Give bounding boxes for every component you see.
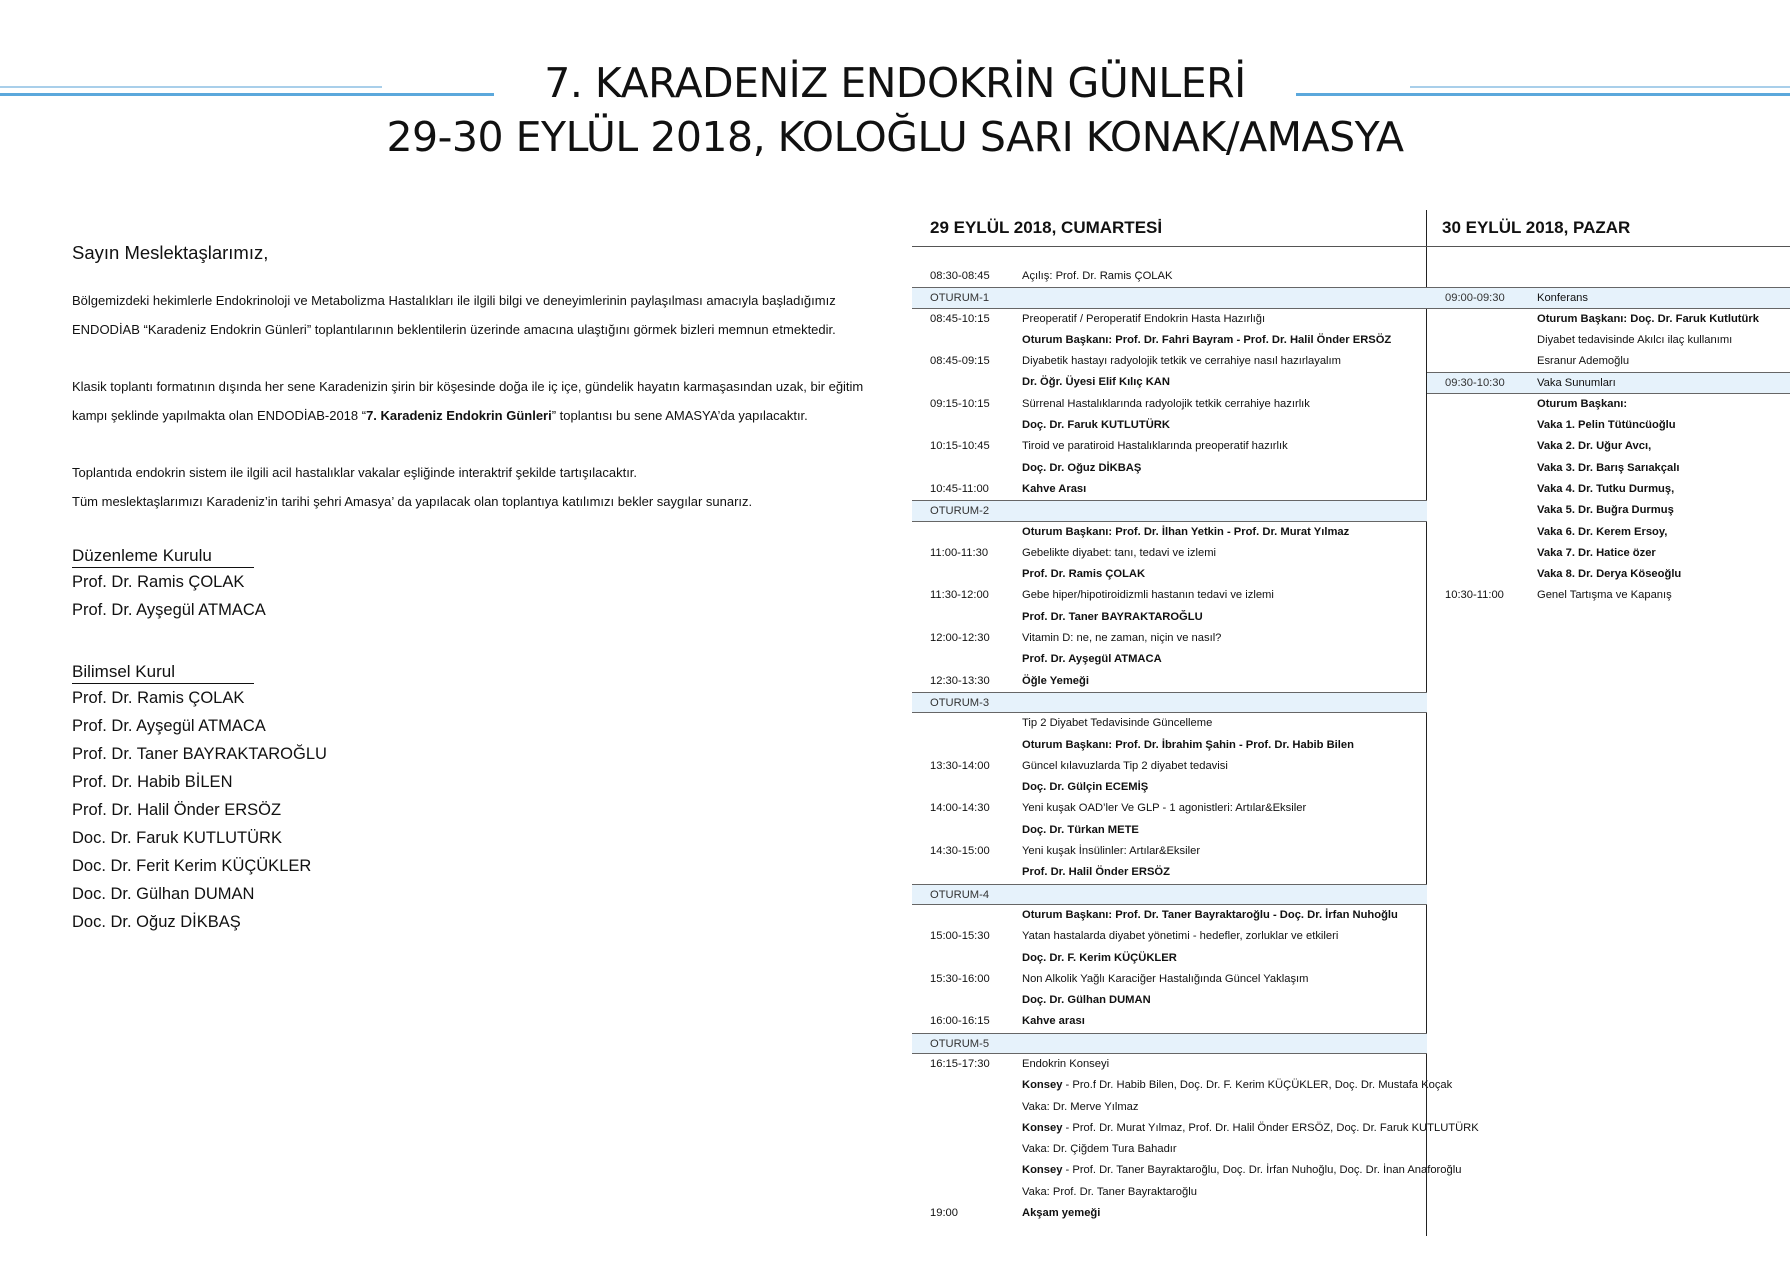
sunday-schedule-row [1427, 351, 1790, 372]
sunday-schedule-row [1427, 479, 1790, 500]
content-cell: Vitamin D: ne, ne zaman, niçin ve nasıl? [1022, 632, 1222, 645]
content-cell: Doç. Dr. Gülçin ECEMİŞ [1022, 781, 1149, 794]
saturday-session-row [912, 287, 1427, 308]
header-rule [912, 246, 1790, 247]
time-cell: 15:30-16:00 [930, 972, 990, 985]
saturday-schedule-row [912, 309, 1427, 330]
intro-paragraph-2 [72, 372, 864, 430]
saturday-schedule-row [912, 798, 1427, 819]
time-cell: 10:30-11:00 [1445, 589, 1504, 602]
saturday-schedule-row [912, 372, 1427, 393]
intro-p1-line1: Bölgemizdeki hekimlerle Endokrinoloji ve Metabolizma Hastalıkları ile ilgili bilgi ve deneyimlerinin paylaşılması amacıyla başladığımız [72, 293, 836, 308]
content-cell: Vaka: Dr. Çiğdem Tura Bahadır [1022, 1143, 1177, 1156]
saturday-schedule-row [912, 585, 1427, 606]
saturday-heading: 29 EYLÜL 2018, CUMARTESİ [930, 218, 1163, 237]
content-cell: Konsey - Prof. Dr. Murat Yılmaz, Prof. Dr. Halil Önder ERSÖZ, Doç. Dr. Faruk KUTLUTÜRK [1022, 1121, 1479, 1134]
content-cell: Konsey - Prof. Dr. Taner Bayraktaroğlu, Doç. Dr. İrfan Nuhoğlu, Doç. Dr. İnan Anaforoğlu [1022, 1164, 1462, 1177]
sunday-schedule-row [1427, 564, 1790, 585]
content-cell: Vaka: Dr. Merve Yılmaz [1022, 1100, 1139, 1113]
content-cell: Prof. Dr. Taner BAYRAKTAROĞLU [1022, 610, 1203, 623]
time-cell: 10:15-10:45 [930, 440, 990, 453]
sunday-schedule-row [1427, 522, 1790, 543]
content-cell: Vaka 5. Dr. Buğra Durmuş [1537, 504, 1674, 517]
content-cell: Vaka 8. Dr. Derya Köseoğlu [1537, 568, 1682, 581]
intro-p2-event-name: 7. Karadeniz Endokrin Günleri [366, 408, 552, 423]
sunday-session-row [1427, 287, 1790, 308]
content-cell: Dr. Öğr. Üyesi Elif Kılıç KAN [1022, 376, 1170, 389]
content-cell: Oturum Başkanı: Prof. Dr. İlhan Yetkin - Prof. Dr. Murat Yılmaz [1022, 525, 1350, 538]
intro-p2-line2 [72, 401, 852, 430]
time-cell: 14:00-14:30 [930, 802, 990, 815]
saturday-schedule-row [912, 1203, 1427, 1224]
time-cell: OTURUM-5 [930, 1037, 990, 1050]
scientific-member: Doc. Dr. Gülhan DUMAN [72, 885, 255, 903]
content-cell: Oturum Başkanı: Prof. Dr. İbrahim Şahin - Prof. Dr. Habib Bilen [1022, 738, 1354, 751]
content-cell: Doç. Dr. Türkan METE [1022, 823, 1139, 836]
saturday-schedule-row [912, 1118, 1479, 1139]
saturday-schedule-row [912, 926, 1427, 947]
content-cell: Doç. Dr. F. Kerim KÜÇÜKLER [1022, 951, 1177, 964]
saturday-schedule-row [912, 543, 1427, 564]
scientific-committee-list [72, 684, 852, 936]
saturday-schedule-row [912, 415, 1427, 436]
content-cell: Oturum Başkanı: Prof. Dr. Taner Bayraktaroğlu - Doç. Dr. İrfan Nuhoğlu [1022, 908, 1398, 921]
time-cell: 08:30-08:45 [930, 270, 990, 282]
content-cell: Oturum Başkanı: Prof. Dr. Fahri Bayram - Prof. Dr. Halil Önder ERSÖZ [1022, 333, 1392, 346]
time-cell: OTURUM-2 [930, 505, 990, 518]
content-cell: Preoperatif / Peroperatif Endokrin Hasta Hazırlığı [1022, 312, 1266, 325]
content-cell: Vaka 6. Dr. Kerem Ersoy, [1537, 525, 1668, 538]
content-cell: Endokrin Konseyi [1022, 1057, 1110, 1070]
time-cell: 09:00-09:30 [1445, 292, 1505, 305]
scientific-committee-title: Bilimsel Kurul [72, 662, 254, 684]
time-cell: 10:45-11:00 [930, 482, 989, 495]
content-cell: Sürrenal Hastalıklarında radyolojik tetkik cerrahiye hazırlık [1022, 397, 1310, 410]
sunday-schedule-row [1427, 436, 1790, 457]
content-cell: Konferans [1537, 292, 1588, 305]
content-cell: Diyabet tedavisinde Akılcı ilaç kullanımı [1537, 333, 1733, 346]
scientific-member: Prof. Dr. Ayşegül ATMACA [72, 717, 266, 735]
intro-p2-text-c: ” toplantısı bu sene AMASYA’da yapılacaktır. [551, 408, 808, 423]
content-cell: Oturum Başkanı: Doç. Dr. Faruk Kutlutürk [1537, 312, 1759, 325]
content-cell: Non Alkolik Yağlı Karaciğer Hastalığında Güncel Yaklaşım [1022, 972, 1309, 985]
content-cell: Vaka Sunumları [1537, 377, 1616, 390]
saturday-schedule-row [912, 1160, 1462, 1181]
saturday-schedule-row [912, 564, 1427, 585]
page-title [0, 56, 1790, 164]
saturday-schedule-row [912, 522, 1427, 543]
scientific-member: Prof. Dr. Habib BİLEN [72, 773, 233, 791]
saturday-schedule-row [912, 607, 1427, 628]
saturday-schedule-row [912, 1011, 1427, 1032]
saturday-session-row [912, 1033, 1427, 1054]
time-cell: 12:30-13:30 [930, 674, 990, 687]
time-cell: 15:00-15:30 [930, 930, 990, 943]
content-cell: Vaka 2. Dr. Uğur Avcı, [1537, 440, 1652, 453]
sunday-heading: 30 EYLÜL 2018, PAZAR [1442, 218, 1631, 237]
scientific-member: Doc. Dr. Ferit Kerim KÜÇÜKLER [72, 857, 312, 875]
intro-p3-line1: Toplantıda endokrin sistem ile ilgili acil hastalıklar vakalar eşliğinde interaktrif şekilde tartışılacaktır. [72, 465, 638, 480]
content-cell: Vaka 3. Dr. Barış Sarıakçalı [1537, 461, 1680, 474]
scientific-member: Prof. Dr. Taner BAYRAKTAROĞLU [72, 745, 327, 763]
saturday-schedule-row [912, 905, 1427, 926]
saturday-schedule-row [912, 969, 1427, 990]
saturday-schedule-row [912, 458, 1427, 479]
content-cell: Prof. Dr. Halil Önder ERSÖZ [1022, 866, 1170, 879]
time-cell: 09:15-10:15 [930, 397, 990, 410]
time-cell: OTURUM-3 [930, 696, 990, 709]
content-cell: Esranur Ademoğlu [1537, 355, 1630, 368]
content-cell: Tiroid ve paratiroid Hastalıklarında preoperatif hazırlık [1022, 440, 1288, 453]
greeting: Sayın Meslektaşlarımız, [72, 242, 269, 263]
saturday-schedule-row [912, 735, 1427, 756]
time-cell: OTURUM-1 [930, 292, 990, 305]
saturday-schedule-row [912, 841, 1427, 862]
content-cell: Diyabetik hastayı radyolojik tetkik ve cerrahiye nasıl hazırlayalım [1022, 355, 1341, 368]
saturday-schedule-row [912, 1075, 1453, 1096]
time-cell: 12:00-12:30 [930, 632, 990, 645]
scientific-member: Doc. Dr. Oğuz DİKBAŞ [72, 913, 241, 931]
sunday-schedule-row [1427, 543, 1790, 564]
content-cell: Akşam yemeği [1022, 1207, 1101, 1220]
content-cell: Yeni kuşak İnsülinler: Artılar&Eksiler [1022, 845, 1201, 858]
saturday-schedule-row [912, 1097, 1427, 1118]
saturday-schedule-row [912, 990, 1427, 1011]
saturday-schedule-row [912, 479, 1427, 500]
intro-paragraph-1 [72, 286, 852, 344]
saturday-session-row [912, 692, 1427, 713]
saturday-schedule-row [912, 713, 1427, 734]
sunday-schedule-row [1427, 394, 1790, 415]
time-cell: 11:00-11:30 [930, 546, 989, 559]
content-cell: Kahve Arası [1022, 482, 1087, 495]
saturday-schedule-row [912, 1139, 1427, 1160]
intro-p2-text-a: kampı şeklinde yapılmakta olan ENDODİAB-2018 “ [72, 408, 367, 423]
content-cell: Yeni kuşak OAD’ler Ve GLP - 1 agonistleri: Artılar&Eksiler [1022, 802, 1307, 815]
sunday-schedule-row [1427, 266, 1790, 287]
saturday-schedule-row [912, 394, 1427, 415]
scientific-member: Prof. Dr. Ramis ÇOLAK [72, 689, 245, 707]
sunday-schedule-row [1427, 309, 1790, 330]
saturday-schedule-row [912, 756, 1427, 777]
content-cell: Prof. Dr. Ayşegül ATMACA [1022, 653, 1162, 666]
content-cell: Doç. Dr. Faruk KUTLUTÜRK [1022, 419, 1170, 432]
saturday-schedule-row [912, 820, 1427, 841]
sunday-schedule-row [1427, 500, 1790, 521]
content-cell: Güncel kılavuzlarda Tip 2 diyabet tedavisi [1022, 759, 1228, 772]
saturday-schedule-row [912, 649, 1427, 670]
saturday-schedule-row [912, 777, 1427, 798]
content-cell: Vaka: Prof. Dr. Taner Bayraktaroğlu [1022, 1185, 1197, 1198]
sunday-schedule [1427, 266, 1790, 607]
content-cell: Kahve arası [1022, 1015, 1085, 1028]
saturday-schedule-row [912, 948, 1427, 969]
content-cell: Konsey - Pro.f Dr. Habib Bilen, Doç. Dr. F. Kerim KÜÇÜKLER, Doç. Dr. Mustafa Koçak [1022, 1079, 1453, 1092]
content-cell: Yatan hastalarda diyabet yönetimi - hedefler, zorluklar ve etkileri [1022, 930, 1339, 943]
time-cell: 09:30-10:30 [1445, 377, 1505, 390]
sunday-schedule-row [1427, 585, 1790, 606]
sunday-schedule-row [1427, 330, 1790, 351]
time-cell: 08:45-09:15 [930, 355, 990, 368]
saturday-schedule-row [912, 1182, 1427, 1203]
content-cell: Vaka 4. Dr. Tutku Durmuş, [1537, 482, 1675, 495]
time-cell: 19:00 [930, 1207, 958, 1220]
time-cell: 11:30-12:00 [930, 589, 989, 602]
content-cell: Gebelikte diyabet: tanı, tedavi ve izlemi [1022, 546, 1217, 559]
intro-p2-line1: Klasik toplantı formatının dışında her sene Karadenizin şirin bir köşesinde doğa ile iç içe, gündelik hayatın karmaşasından uzak, bir eğitim [72, 379, 864, 394]
saturday-schedule-row [912, 351, 1427, 372]
organizing-committee-title: Düzenleme Kurulu [72, 546, 254, 568]
saturday-schedule-row [912, 266, 1427, 287]
content-cell: Açılış: Prof. Dr. Ramis ÇOLAK [1022, 270, 1173, 282]
saturday-schedule-row [912, 1054, 1427, 1075]
content-cell: Tip 2 Diyabet Tedavisinde Güncelleme [1022, 717, 1213, 730]
content-cell: Genel Tartışma ve Kapanış [1537, 589, 1672, 602]
content-cell: Oturum Başkanı: [1537, 397, 1628, 410]
saturday-session-row [912, 500, 1427, 521]
saturday-schedule-row [912, 436, 1427, 457]
saturday-session-row [912, 884, 1427, 905]
time-cell: 16:15-17:30 [930, 1057, 990, 1070]
time-cell: 08:45-10:15 [930, 312, 990, 325]
content-cell: Vaka 1. Pelin Tütüncüoğlu [1537, 419, 1676, 432]
organizing-member: Prof. Dr. Ramis ÇOLAK [72, 573, 245, 591]
title-line-2: 29-30 EYLÜL 2018, KOLOĞLU SARI KONAK/AMASYA [386, 113, 1404, 161]
content-cell: Vaka 7. Dr. Hatice özer [1537, 546, 1656, 559]
intro-p1-line2: ENDODİAB “Karadeniz Endokrin Günleri” toplantılarının beklentilerin üzerinde amacına ulaştığını görmek bizleri memnun etmektedir. [72, 322, 836, 337]
time-cell: 16:00-16:15 [930, 1015, 990, 1028]
scientific-member: Doc. Dr. Faruk KUTLUTÜRK [72, 829, 282, 847]
saturday-schedule-row [912, 671, 1427, 692]
content-cell: Prof. Dr. Ramis ÇOLAK [1022, 568, 1146, 581]
time-cell: 13:30-14:00 [930, 759, 990, 772]
intro-section [72, 242, 864, 936]
saturday-schedule-row [912, 628, 1427, 649]
sunday-schedule-row [1427, 415, 1790, 436]
saturday-schedule-row [912, 330, 1427, 351]
intro-paragraph-3 [72, 458, 852, 516]
organizing-member: Prof. Dr. Ayşegül ATMACA [72, 601, 266, 619]
content-cell: Doç. Dr. Gülhan DUMAN [1022, 994, 1151, 1007]
content-cell: Öğle Yemeği [1022, 674, 1089, 687]
organizing-committee-list [72, 568, 852, 624]
time-cell: 14:30-15:00 [930, 845, 990, 858]
saturday-schedule-row [912, 862, 1427, 883]
sunday-schedule-row [1427, 458, 1790, 479]
sunday-session-row [1427, 372, 1790, 393]
intro-p3-line2: Tüm meslektaşlarımızı Karadeniz’in tarihi şehri Amasya’ da yapılacak olan toplantıya katılımızı bekler saygılar sunarız. [72, 494, 753, 509]
content-cell: Gebe hiper/hipotiroidizmli hastanın tedavi ve izlemi [1022, 589, 1274, 602]
content-cell: Doç. Dr. Oğuz DİKBAŞ [1022, 461, 1142, 474]
time-cell: OTURUM-4 [930, 888, 990, 901]
scientific-member: Prof. Dr. Halil Önder ERSÖZ [72, 801, 282, 819]
title-line-1: 7. KARADENİZ ENDOKRİN GÜNLERİ [544, 59, 1246, 107]
